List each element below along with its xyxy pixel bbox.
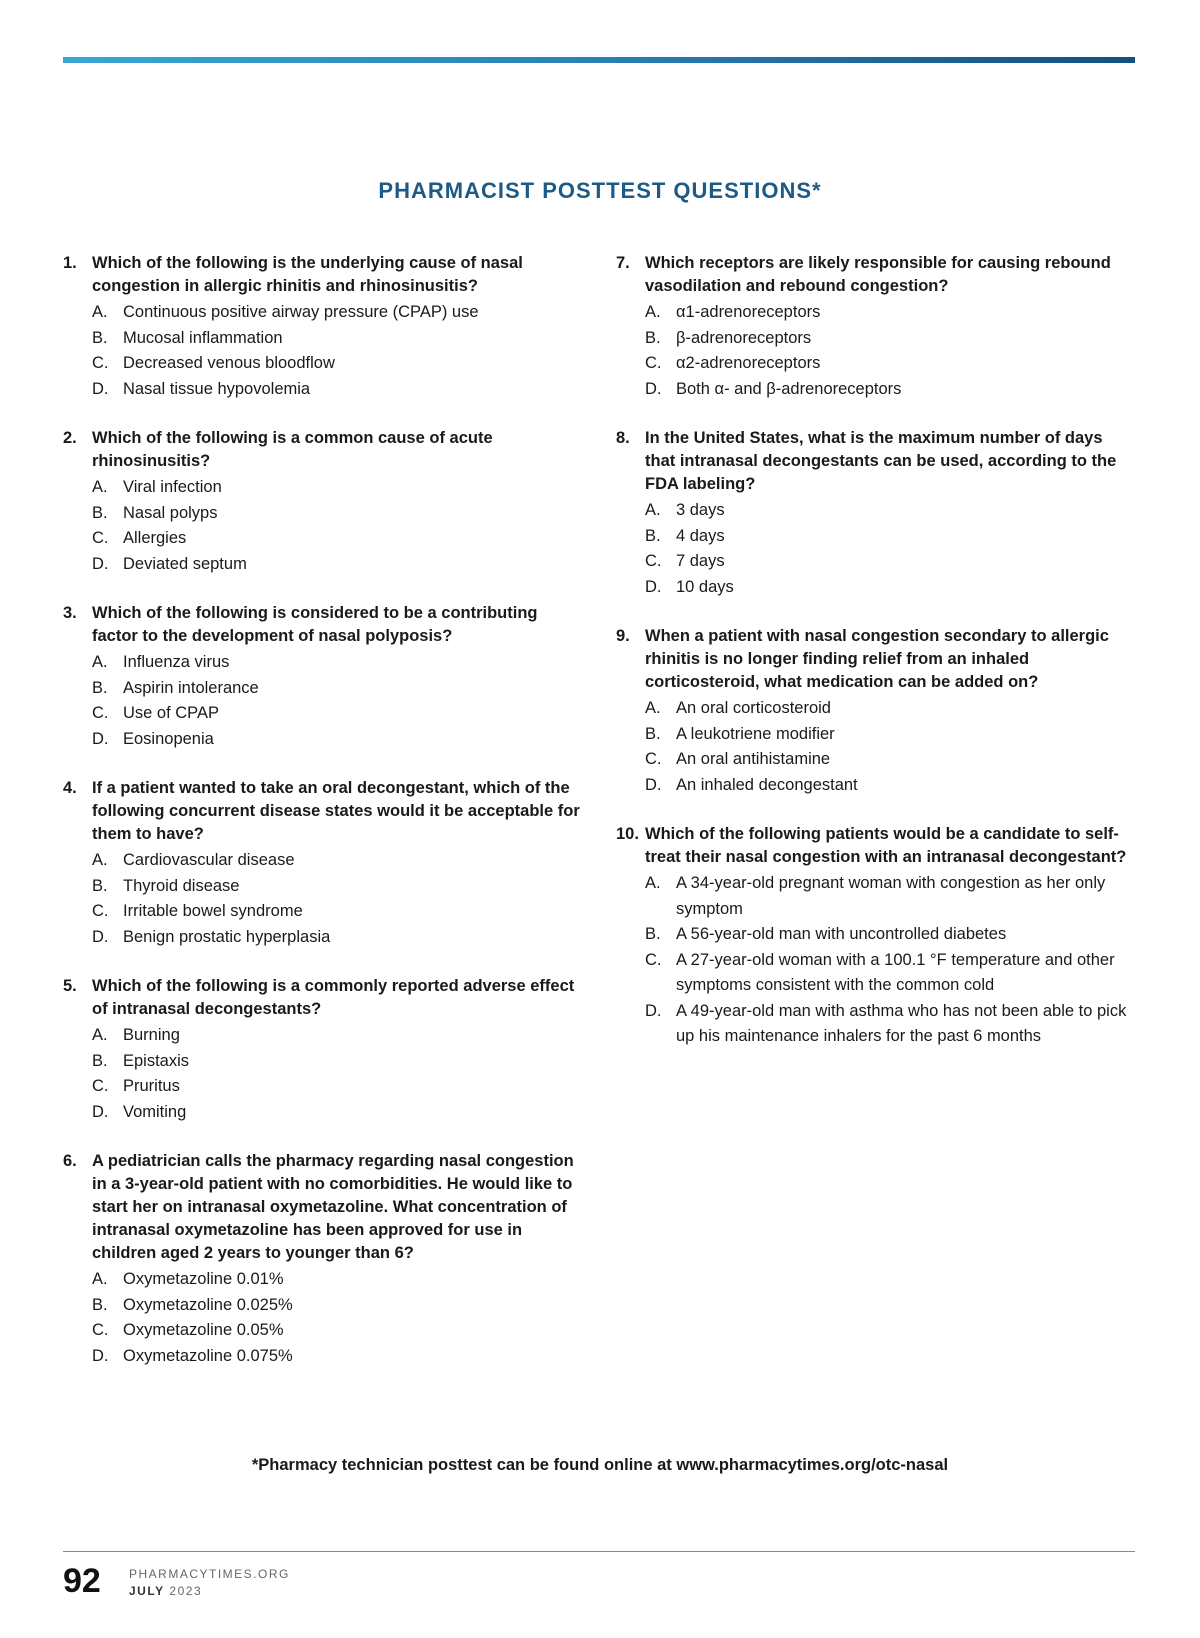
option-letter: D. — [645, 775, 662, 794]
option-letter: D. — [92, 554, 109, 573]
option-text: A 49-year-old man with asthma who has not been able to pick up his maintenance inhalers for the past 6 months — [676, 1001, 1127, 1045]
option-text: Oxymetazoline 0.05% — [123, 1321, 284, 1339]
option-letter: C. — [92, 704, 109, 722]
question-text: If a patient wanted to take an oral decongestant, which of the following concurrent disease states would it be acceptable for them to have? — [92, 779, 580, 843]
option-text: An oral antihistamine — [676, 750, 831, 768]
option-letter: B. — [92, 1295, 108, 1314]
question-stem — [616, 252, 1136, 298]
option-text: Continuous positive airway pressure (CPAP) use — [123, 303, 479, 321]
answer-option — [645, 948, 1136, 999]
option-text: An oral corticosteroid — [676, 699, 831, 717]
answer-option — [92, 1023, 583, 1049]
question-text: Which of the following patients would be a candidate to self-treat their nasal congestion with an intranasal decongestant? — [645, 825, 1127, 866]
answer-option — [92, 475, 583, 501]
question-block — [63, 602, 583, 752]
option-text: A 34-year-old pregnant woman with congestion as her only symptom — [676, 874, 1106, 918]
question-block — [63, 777, 583, 950]
question-stem — [616, 625, 1136, 694]
option-letter: D. — [92, 927, 109, 946]
question-stem — [63, 975, 583, 1021]
answer-option — [92, 701, 583, 727]
question-text: When a patient with nasal congestion secondary to allergic rhinitis is no longer finding relief from an inhaled corticosteroid, what medication can be added on? — [645, 627, 1109, 691]
option-letter: B. — [645, 328, 661, 347]
answer-options — [92, 1023, 583, 1125]
answer-option — [92, 1100, 583, 1126]
option-text: Irritable bowel syndrome — [123, 902, 303, 920]
question-stem — [63, 252, 583, 298]
answer-option — [645, 549, 1136, 575]
option-letter: C. — [645, 552, 662, 570]
question-number: 2. — [63, 429, 77, 447]
footnote: *Pharmacy technician posttest can be found online at www.pharmacytimes.org/otc-nasal — [251, 1456, 949, 1474]
question-stem — [63, 427, 583, 473]
option-letter: C. — [92, 1321, 109, 1339]
option-text: Viral infection — [123, 478, 222, 496]
option-text: Deviated septum — [123, 554, 247, 573]
answer-option — [92, 377, 583, 403]
option-text: β-adrenoreceptors — [676, 328, 812, 347]
option-letter: A. — [645, 501, 661, 519]
question-block — [616, 625, 1136, 798]
option-text: Nasal polyps — [123, 503, 218, 522]
question-number: 8. — [616, 429, 630, 447]
questions-left-column — [63, 252, 583, 1394]
option-text: A 27-year-old woman with a 100.1 °F temperature and other symptoms consistent with the common cold — [676, 950, 1115, 994]
question-stem — [63, 777, 583, 846]
answer-option — [645, 773, 1136, 799]
question-stem — [63, 602, 583, 648]
answer-options — [645, 498, 1136, 600]
option-letter: C. — [645, 354, 662, 372]
question-block — [616, 427, 1136, 600]
option-text: Thyroid disease — [123, 876, 240, 895]
answer-option — [92, 1074, 583, 1100]
question-text: Which of the following is the underlying cause of nasal congestion in allergic rhinitis and rhinosinusitis? — [92, 254, 523, 295]
answer-option — [92, 925, 583, 951]
question-number: 9. — [616, 627, 630, 645]
answer-option — [92, 351, 583, 377]
question-text: Which of the following is a commonly reported adverse effect of intranasal decongestants? — [92, 977, 575, 1018]
answer-option — [645, 922, 1136, 948]
answer-option — [92, 874, 583, 900]
answer-option — [645, 498, 1136, 524]
option-letter: C. — [645, 950, 662, 969]
question-block — [63, 252, 583, 402]
question-block — [63, 975, 583, 1125]
option-letter: A. — [92, 303, 108, 321]
option-letter: A. — [92, 1026, 108, 1044]
answer-option — [645, 377, 1136, 403]
answer-option — [92, 899, 583, 925]
question-text: A pediatrician calls the pharmacy regarding nasal congestion in a 3-year-old patient with no comorbidities. He would like to start her on intranasal oxymetazoline. What concentration of intranasal oxymetazoline has been approved for use in children aged 2 years to younger than 6? — [92, 1152, 574, 1262]
option-text: Use of CPAP — [123, 704, 219, 722]
answer-option — [645, 326, 1136, 352]
answer-options — [92, 848, 583, 950]
option-text: Oxymetazoline 0.075% — [123, 1346, 293, 1365]
option-text: Aspirin intolerance — [123, 678, 259, 697]
option-letter: C. — [92, 902, 109, 920]
option-letter: B. — [92, 876, 108, 895]
option-text: Influenza virus — [123, 653, 230, 671]
question-text: Which of the following is a common cause of acute rhinosinusitis? — [92, 429, 493, 470]
answer-option — [92, 1318, 583, 1344]
answer-option — [645, 696, 1136, 722]
question-number: 5. — [63, 977, 77, 995]
answer-option — [645, 575, 1136, 601]
option-letter: C. — [92, 354, 109, 372]
option-letter: B. — [92, 328, 108, 347]
option-letter: D. — [645, 1001, 662, 1020]
question-text: Which of the following is considered to be a contributing factor to the development of nasal polyposis? — [92, 604, 538, 645]
option-letter: B. — [645, 925, 661, 943]
page-number: 92 — [63, 1562, 101, 1600]
answer-option — [645, 747, 1136, 773]
page-title: PHARMACIST POSTTEST QUESTIONS* — [378, 178, 822, 203]
footer-year: 2023 — [169, 1584, 203, 1598]
question-number: 7. — [616, 254, 630, 272]
option-text: 3 days — [676, 501, 725, 519]
option-text: Oxymetazoline 0.025% — [123, 1295, 293, 1314]
option-letter: B. — [92, 678, 108, 697]
option-letter: A. — [92, 478, 108, 496]
option-letter: B. — [645, 724, 661, 743]
option-letter: C. — [92, 529, 109, 547]
answer-options — [92, 300, 583, 402]
answer-option — [92, 676, 583, 702]
question-block — [616, 252, 1136, 402]
option-letter: C. — [645, 750, 662, 768]
option-text: α2-adrenoreceptors — [676, 354, 821, 372]
option-text: 4 days — [676, 526, 725, 545]
option-text: Nasal tissue hypovolemia — [123, 379, 311, 398]
answer-option — [92, 727, 583, 753]
option-text: A leukotriene modifier — [676, 724, 835, 743]
option-text: Cardiovascular disease — [123, 851, 295, 869]
question-stem — [63, 1150, 583, 1265]
option-text: Benign prostatic hyperplasia — [123, 927, 331, 946]
answer-option — [92, 1049, 583, 1075]
answer-option — [645, 524, 1136, 550]
question-text: Which receptors are likely responsible for causing rebound vasodilation and rebound congestion? — [645, 254, 1111, 295]
question-number: 4. — [63, 779, 77, 797]
question-block — [63, 427, 583, 577]
answer-option — [92, 1344, 583, 1370]
answer-option — [645, 300, 1136, 326]
question-number: 10. — [616, 825, 639, 843]
answer-option — [92, 526, 583, 552]
question-number: 6. — [63, 1152, 77, 1170]
option-text: Mucosal inflammation — [123, 328, 283, 347]
option-text: An inhaled decongestant — [676, 775, 858, 794]
answer-option — [92, 501, 583, 527]
option-text: 10 days — [676, 577, 734, 596]
question-block — [63, 1150, 583, 1369]
option-letter: C. — [92, 1077, 109, 1095]
option-text: Decreased venous bloodflow — [123, 354, 335, 372]
answer-option — [645, 871, 1136, 922]
question-stem — [616, 823, 1136, 869]
answer-option — [92, 300, 583, 326]
option-letter: D. — [92, 379, 109, 398]
option-text: Allergies — [123, 529, 187, 547]
option-text: Epistaxis — [123, 1051, 190, 1070]
option-text: Vomiting — [123, 1102, 187, 1121]
option-text: A 56-year-old man with uncontrolled diabetes — [676, 925, 1007, 943]
answer-option — [92, 650, 583, 676]
answer-options — [645, 696, 1136, 798]
option-letter: D. — [92, 1102, 109, 1121]
option-letter: D. — [92, 1346, 109, 1365]
question-number: 1. — [63, 254, 77, 272]
answer-option — [92, 1293, 583, 1319]
answer-options — [645, 871, 1136, 1050]
option-text: Pruritus — [123, 1077, 180, 1095]
answer-option — [645, 351, 1136, 377]
top-accent-rule — [63, 57, 1135, 63]
option-text: Eosinopenia — [123, 729, 214, 748]
answer-option — [92, 326, 583, 352]
answer-option — [645, 722, 1136, 748]
footer-rule — [63, 1551, 1135, 1552]
answer-option — [645, 999, 1136, 1050]
footer-issue — [129, 1584, 202, 1598]
footer-month: JULY — [129, 1584, 165, 1598]
question-text: In the United States, what is the maximum number of days that intranasal decongestants can be used, according to the FDA labeling? — [645, 429, 1117, 493]
question-stem — [616, 427, 1136, 496]
answer-options — [92, 1267, 583, 1369]
answer-option — [92, 552, 583, 578]
option-letter: D. — [645, 379, 662, 398]
option-letter: A. — [92, 1270, 108, 1288]
option-letter: A. — [92, 851, 108, 869]
option-text: Burning — [123, 1026, 180, 1044]
option-text: 7 days — [676, 552, 725, 570]
option-text: α1-adrenoreceptors — [676, 303, 821, 321]
footer-site: PHARMACYTIMES.ORG — [129, 1567, 290, 1581]
answer-options — [92, 650, 583, 752]
questions-right-column — [616, 252, 1136, 1075]
answer-option — [92, 1267, 583, 1293]
option-letter: A. — [645, 303, 661, 321]
answer-options — [645, 300, 1136, 402]
option-letter: B. — [92, 503, 108, 522]
option-letter: D. — [645, 577, 662, 596]
question-block — [616, 823, 1136, 1050]
option-letter: A. — [645, 874, 661, 892]
option-letter: A. — [92, 653, 108, 671]
option-letter: B. — [92, 1051, 108, 1070]
answer-options — [92, 475, 583, 577]
answer-option — [92, 848, 583, 874]
question-number: 3. — [63, 604, 77, 622]
option-letter: B. — [645, 526, 661, 545]
option-text: Both α- and β-adrenoreceptors — [676, 379, 902, 398]
option-letter: D. — [92, 729, 109, 748]
option-text: Oxymetazoline 0.01% — [123, 1270, 284, 1288]
option-letter: A. — [645, 699, 661, 717]
